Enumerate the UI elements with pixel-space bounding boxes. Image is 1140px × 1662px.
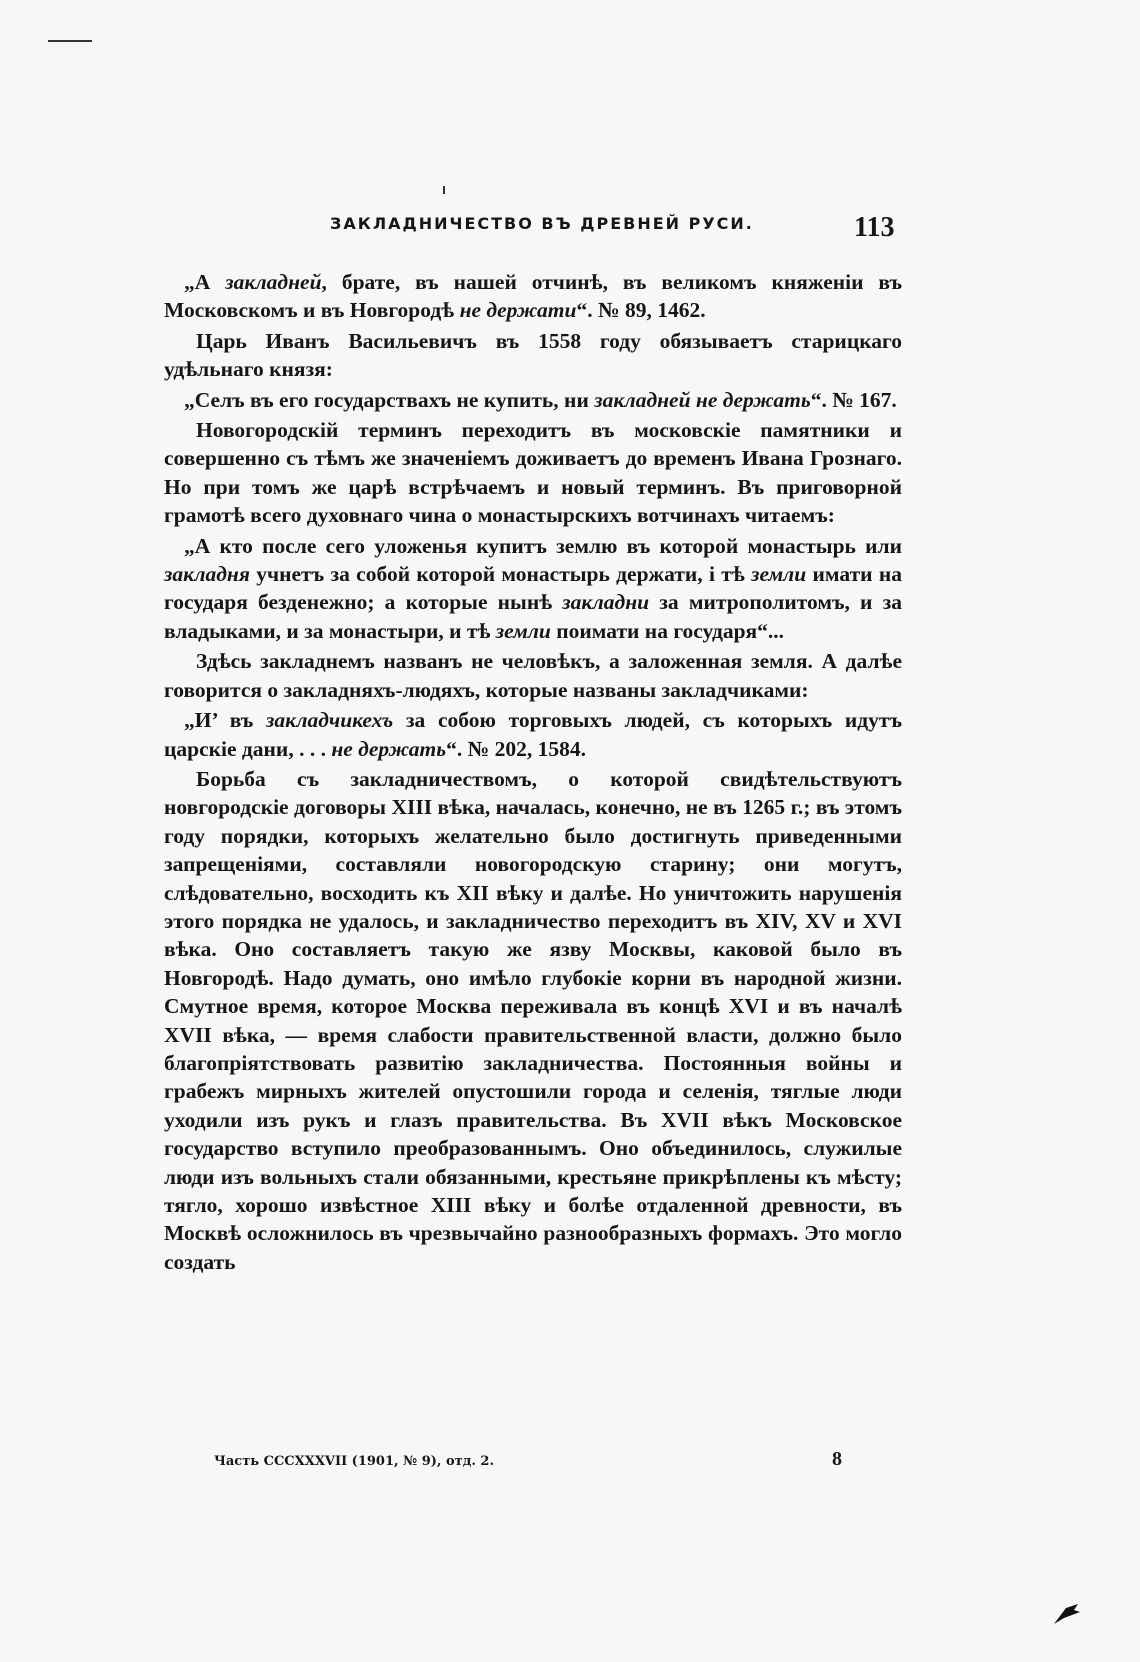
quote-paragraph-7: „И’ въ закладчикехъ за собою торговыхъ людей, съ которыхъ идутъ царскіе дани, . . . не держать“. № 202, 1584. — [164, 708, 902, 761]
scan-mark — [443, 186, 445, 194]
quote-paragraph-3: „Селъ въ его государствахъ не купить, ни закладней не держать“. № 167. — [184, 387, 897, 412]
running-title: ЗАКЛАДНИЧЕСТВО ВЪ ДРЕВНЕЙ РУСИ. — [330, 214, 754, 233]
footer-imprint: Часть CCCXXXVII (1901, № 9), отд. 2. — [214, 1454, 494, 1469]
body-text — [164, 268, 902, 1276]
page-number: 113 — [854, 212, 895, 243]
paragraph-4: Новогородскій терминъ переходитъ въ московскіе памятники и совершенно съ тѣмъ же значеніемъ доживаетъ до временъ Ивана Грознаго. Но при томъ же царѣ встрѣчаемъ и новый терминъ. Въ приговорной грамотѣ всего духовнаго чина о монастырскихъ вотчинахъ читаемъ: — [164, 418, 902, 528]
margin-rule — [48, 40, 92, 42]
paragraph-8: Борьба съ закладничествомъ, о которой свидѣтельствуютъ новгородскіе договоры XIII вѣка, началась, конечно, не въ 1265 г.; въ этомъ году порядки, которыхъ желательно было достигнуть приведенными запрещеніями, составляли новогородскую старину; они могутъ, слѣдовательно, восходить къ XII вѣку и далѣе. Но уничтожить нарушенія этого порядка не удалось, и закладничество переходитъ въ XIV, XV и XVI вѣка. Оно составляетъ такую же язву Москвы, каковой было въ Новгородѣ. Надо думать, оно имѣло глубокіе корни въ народной жизни. Смутное время, которое Москва переживала въ концѣ XVI и въ началѣ XVII вѣка, — время слабости правительственной власти, должно было благопріятствовать развитію закладничества. Постоянныя войны и грабежъ мирныхъ жителей опустошили города и селенія, тяглые люди уходили изъ рукъ и глазъ правительства. Въ XVII вѣкъ Московское государство вступило преобразованнымъ. Оно объединилось, служилые люди изъ вольныхъ стали обязанными, крестьяне прикрѣплены къ мѣсту; тягло, хорошо извѣстное XIII вѣку и болѣе отдаленной древности, въ Москвѣ осложнилось въ чрезвычайно разнообразныхъ формахъ. Это могло создать — [164, 766, 902, 1274]
signature-number: 8 — [832, 1448, 842, 1470]
quote-paragraph-5: „А кто после сего уложенья купитъ землю въ которой монастырь или закладня учнетъ за собой которой монастырь держати, і тѣ земли имати на государя безденежно; а которые нынѣ закладни за митрополитомъ, и за владыками, и за монастыри, и тѣ земли поимати на государя“... — [164, 533, 902, 643]
paragraph-6: Здѣсь закладнемъ названъ не человѣкъ, а заложенная земля. А далѣе говорится о закладняхъ-людяхъ, которые названы закладчиками: — [164, 649, 902, 702]
paragraph-2: Царь Иванъ Васильевичъ въ 1558 году обязываетъ старицкаго удѣльнаго князя: — [164, 328, 902, 382]
page-corner-mark-icon — [1052, 1600, 1082, 1626]
quote-paragraph-1: „А закладней, брате, въ нашей отчинѣ, въ великомъ княженіи въ Московскомъ и въ Новгородѣ не держати“. № 89, 1462. — [164, 270, 902, 323]
